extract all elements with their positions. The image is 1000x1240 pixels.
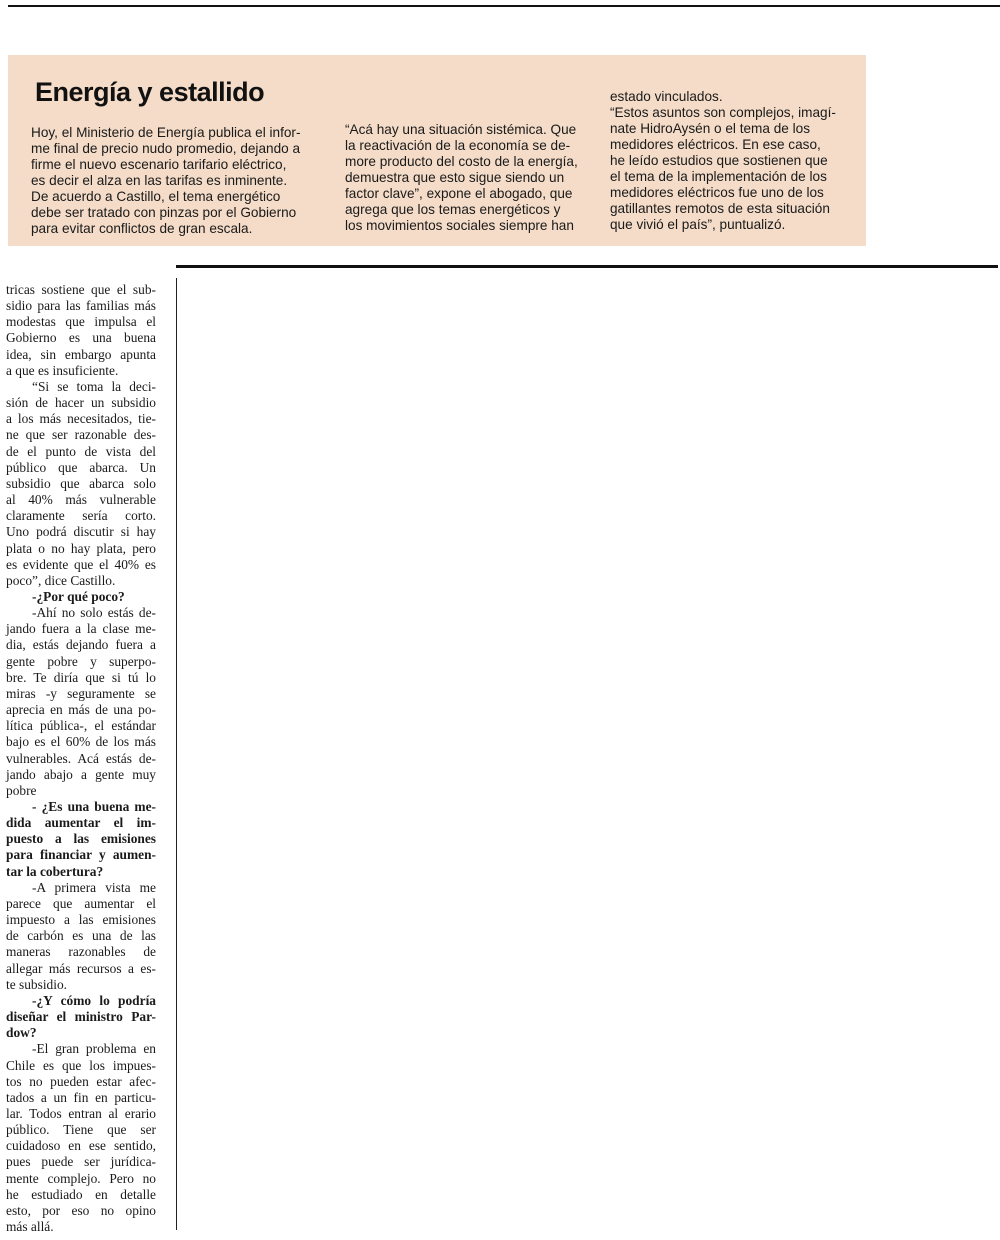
article-text-line: jando fuera a la clase me- bbox=[6, 621, 156, 637]
article-text-line: aprecia en más de una po- bbox=[6, 702, 156, 718]
article-text-line: -A primera vista me bbox=[32, 879, 156, 895]
article-text-line: plata o no hay plata, pero bbox=[6, 540, 156, 556]
article-text-line: he estudiado en detalle bbox=[6, 1186, 156, 1202]
article-text-line: allegar más recursos a es- bbox=[6, 960, 156, 976]
box-text-line: Hoy, el Ministerio de Energía publica el infor- bbox=[31, 125, 301, 140]
article-text-line: idea, sin embargo apunta bbox=[6, 346, 156, 362]
column-divider bbox=[176, 278, 177, 1230]
interview-question-line: tar la cobertura? bbox=[6, 863, 104, 879]
article-text-line: Uno podrá discutir si hay bbox=[6, 524, 156, 540]
article-text-line: subsidio que abarca solo bbox=[6, 475, 156, 491]
box-text-line: medidores eléctricos fue uno de los bbox=[610, 185, 824, 200]
box-text-line: los movimientos sociales siempre han bbox=[345, 218, 574, 233]
article-text-line: pues puede ser jurídica- bbox=[6, 1154, 156, 1170]
article-text-line: te subsidio. bbox=[6, 976, 68, 992]
article-text-line: ne que ser razonable des- bbox=[6, 427, 156, 443]
box-column-2 bbox=[345, 122, 578, 234]
article-text-line: impuesto a las emisiones bbox=[6, 912, 156, 928]
article-text-line: Gobierno es una buena bbox=[6, 330, 156, 346]
interview-question-line: dow? bbox=[6, 1025, 37, 1041]
article-text-line: modestas que impulsa el bbox=[6, 314, 156, 330]
interview-question-line: -¿Y cómo lo podría bbox=[32, 992, 156, 1008]
box-text-line: more producto del costo de la energía, bbox=[345, 154, 578, 169]
box-text-line: para evitar conflictos de gran escala. bbox=[31, 221, 253, 236]
article-text-line: tos no pueden estar afec- bbox=[6, 1073, 156, 1089]
article-text-line: sión de hacer un subsidio bbox=[6, 395, 156, 411]
box-text-line: demuestra que esto sigue siendo un bbox=[345, 170, 565, 185]
article-text-line: sidio para las familias más bbox=[6, 298, 156, 314]
top-rule bbox=[8, 5, 1000, 7]
article-text-line: lítica pública-, el estándar bbox=[6, 718, 156, 734]
article-text-line: tricas sostiene que el sub- bbox=[6, 282, 156, 297]
box-text-line: “Acá hay una situación sistémica. Que bbox=[345, 122, 577, 137]
article-text-line: Chile es que los impues- bbox=[6, 1057, 156, 1073]
box-text-line: De acuerdo a Castillo, el tema energético bbox=[31, 189, 281, 204]
box-text-line: “Estos asuntos son complejos, imagí- bbox=[610, 105, 836, 120]
article-text-line: vulnerables. Acá estás de- bbox=[6, 750, 156, 766]
article-text-line: más allá. bbox=[6, 1219, 54, 1235]
article-text-line: mente complejo. Pero no bbox=[6, 1170, 156, 1186]
article-text-line: lar. Todos entran al erario bbox=[6, 1105, 156, 1121]
article-text-line: dia, estás dejando fuera a bbox=[6, 637, 156, 653]
article-text-line: bre. Te diría que si tú lo bbox=[6, 669, 156, 685]
article-column bbox=[6, 282, 156, 1235]
section-rule bbox=[176, 265, 998, 268]
article-text-line: jando abajo a gente muy bbox=[6, 766, 156, 782]
box-text-line: estado vinculados. bbox=[610, 89, 723, 104]
article-text-line: público. Tiene que ser bbox=[6, 1122, 156, 1138]
interview-question-line: para financiar y aumen- bbox=[6, 847, 156, 863]
box-text-line: firme el nuevo escenario tarifario eléctrico, bbox=[31, 157, 287, 172]
article-text-line: público que abarca. Un bbox=[6, 459, 156, 475]
article-text-line: cuidadoso en ese sentido, bbox=[6, 1138, 156, 1154]
box-text-line: medidores eléctricos. En ese caso, bbox=[610, 137, 821, 152]
article-text-line: gente pobre y superpo- bbox=[6, 653, 156, 669]
box-text-line: factor clave”, expone el abogado, que bbox=[345, 186, 573, 201]
article-text-line: a que es insuficiente. bbox=[6, 362, 119, 378]
article-text-line: de el punto de vista del bbox=[6, 443, 156, 459]
box-text-line: gatillantes remotos de esta situación bbox=[610, 201, 830, 216]
article-text-line: claramente sería corto. bbox=[6, 508, 156, 524]
article-text-line: de carbón es una de las bbox=[6, 928, 156, 944]
box-text-line: es decir el alza en las tarifas es inminente. bbox=[31, 173, 288, 188]
article-text-line: al 40% más vulnerable bbox=[6, 492, 156, 508]
box-column-3 bbox=[610, 89, 836, 233]
box-text-line: nate HidroAysén o el tema de los bbox=[610, 121, 810, 136]
article-text-line: tados a un fin en particu- bbox=[6, 1089, 156, 1105]
box-column-1 bbox=[31, 125, 301, 237]
article-text-line: -El gran problema en bbox=[32, 1041, 156, 1057]
article-text-line: esto, por eso no opino bbox=[6, 1202, 156, 1218]
interview-question-line: puesto a las emisiones bbox=[6, 831, 156, 847]
article-text-line: miras -y seguramente se bbox=[6, 685, 156, 701]
article-text-line: -Ahí no solo estás de- bbox=[32, 605, 156, 621]
box-text-line: que vivió el país”, puntualizó. bbox=[610, 217, 786, 232]
interview-question-line: - ¿Es una buena me- bbox=[32, 799, 156, 814]
article-text-line: parece que aumentar el bbox=[6, 895, 156, 911]
article-text-line: a los más necesitados, tie- bbox=[6, 411, 156, 427]
box-text-line: me final de precio nudo promedio, dejando a bbox=[31, 141, 301, 156]
article-text-line: poco”, dice Castillo. bbox=[6, 572, 116, 588]
article-text-line: “Si se toma la deci- bbox=[32, 378, 156, 394]
interview-question-line: diseñar el ministro Par- bbox=[6, 1009, 156, 1025]
article-text-line: es evidente que el 40% es bbox=[6, 556, 156, 572]
article-text-line: bajo es el 60% de los más bbox=[6, 734, 156, 750]
box-text-line: debe ser tratado con pinzas por el Gobierno bbox=[31, 205, 297, 220]
box-text-line: he leído estudios que sostienen que bbox=[610, 153, 828, 168]
article-text-line: pobre bbox=[6, 782, 37, 798]
box-text-line: la reactivación de la economía se de- bbox=[345, 138, 571, 153]
sidebar-box bbox=[8, 55, 866, 246]
article-text-line: maneras razonables de bbox=[6, 944, 156, 960]
interview-question-line: dida aumentar el im- bbox=[6, 815, 156, 831]
box-title: Energía y estallido bbox=[35, 77, 265, 107]
box-text-line: agrega que los temas energéticos y bbox=[345, 202, 561, 217]
box-text-line: el tema de la implementación de los bbox=[610, 169, 827, 184]
interview-question-line: -¿Por qué poco? bbox=[32, 588, 125, 604]
